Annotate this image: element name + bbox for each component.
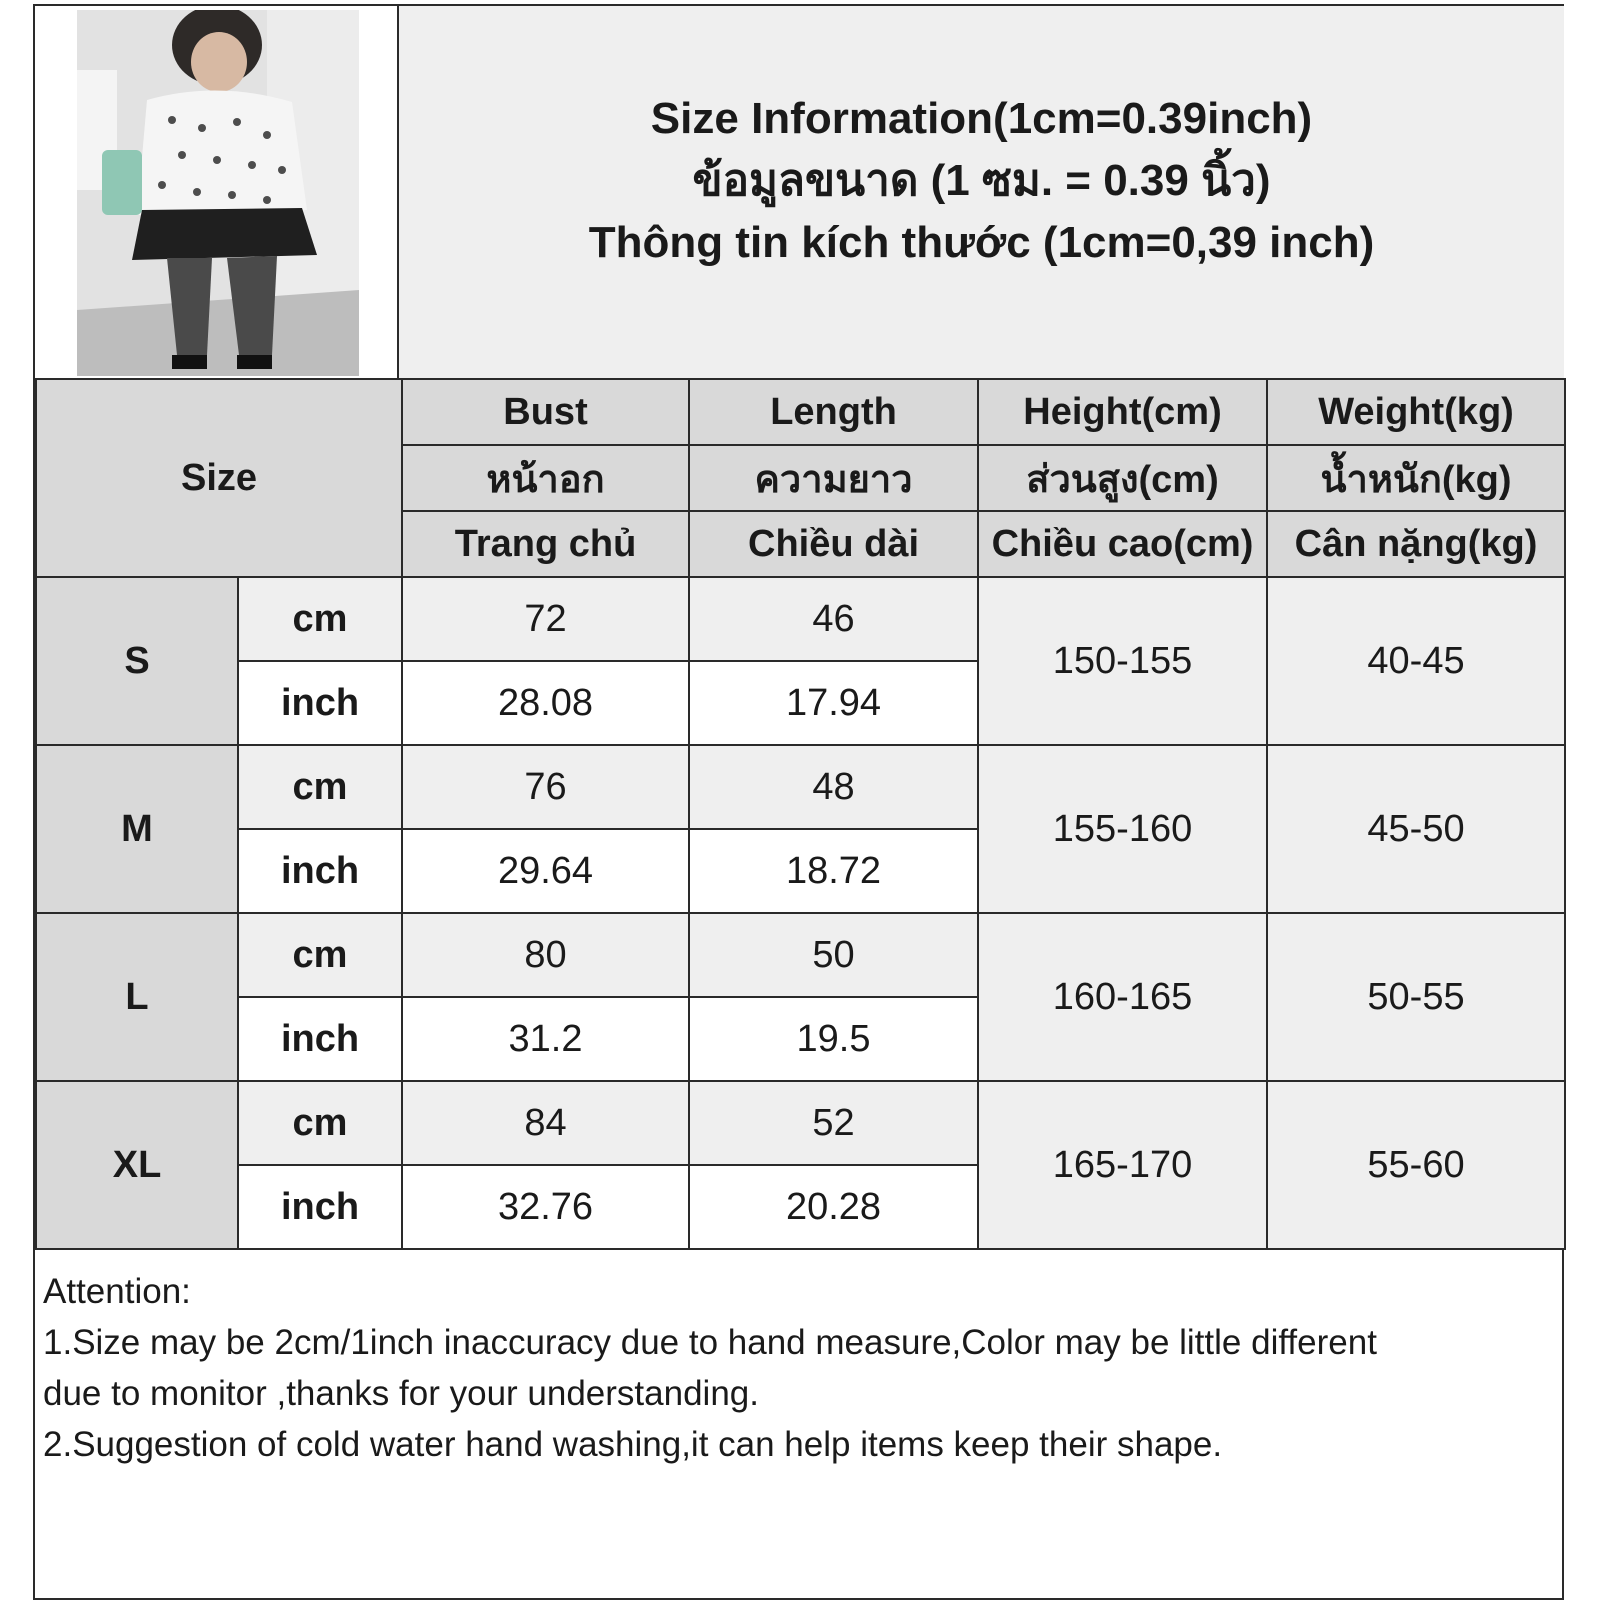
col-bust-th: หน้าอก [402,445,689,511]
size-label: XL [36,1081,238,1249]
height-range: 155-160 [978,745,1267,913]
length-inch: 19.5 [689,997,978,1081]
unit-inch: inch [238,829,402,913]
size-chart [33,4,1564,1600]
col-bust-en: Bust [402,379,689,445]
product-photo [77,10,359,376]
model-illustration [77,10,359,376]
col-weight-vi: Cân nặng(kg) [1267,511,1565,577]
product-photo-cell [35,6,399,378]
weight-range: 50-55 [1267,913,1565,1081]
unit-cm: cm [238,1081,402,1165]
bust-inch: 31.2 [402,997,689,1081]
unit-cm: cm [238,577,402,661]
col-bust-vi: Trang chủ [402,511,689,577]
size-label: L [36,913,238,1081]
size-label: M [36,745,238,913]
length-cm: 48 [689,745,978,829]
weight-range: 45-50 [1267,745,1565,913]
note-2: 2.Suggestion of cold water hand washing,it can help items keep their shape. [43,1425,1223,1464]
attention-notes [35,1262,1564,1598]
size-table [35,378,1566,1250]
height-range: 165-170 [978,1081,1267,1249]
title-vietnamese: Thông tin kích thước (1cm=0,39 inch) [588,218,1375,267]
unit-cm: cm [238,745,402,829]
height-range: 150-155 [978,577,1267,745]
table-row [36,1081,1565,1165]
length-inch: 18.72 [689,829,978,913]
col-weight-th: น้ำหนัก(kg) [1267,445,1565,511]
height-range: 160-165 [978,913,1267,1081]
col-length-en: Length [689,379,978,445]
col-height-th: ส่วนสูง(cm) [978,445,1267,511]
col-height-vi: Chiều cao(cm) [978,511,1267,577]
length-cm: 52 [689,1081,978,1165]
title-english: Size Information(1cm=0.39inch) [650,94,1313,143]
length-inch: 17.94 [689,661,978,745]
note-1-line-a: 1.Size may be 2cm/1inch inaccuracy due to hand measure,Color may be little different [43,1323,1377,1362]
title-thai: ข้อมูลขนาด (1 ซม. = 0.39 นิ้ว) [692,156,1271,205]
length-inch: 20.28 [689,1165,978,1249]
length-cm: 50 [689,913,978,997]
unit-inch: inch [238,661,402,745]
bust-inch: 29.64 [402,829,689,913]
notes-heading: Attention: [43,1272,191,1311]
unit-inch: inch [238,1165,402,1249]
unit-cm: cm [238,913,402,997]
bust-cm: 84 [402,1081,689,1165]
unit-inch: inch [238,997,402,1081]
col-height-en: Height(cm) [978,379,1267,445]
col-weight-en: Weight(kg) [1267,379,1565,445]
size-label: S [36,577,238,745]
col-length-th: ความยาว [689,445,978,511]
bust-inch: 32.76 [402,1165,689,1249]
length-cm: 46 [689,577,978,661]
note-1-line-b: due to monitor ,thanks for your understanding. [43,1374,759,1413]
table-row [36,577,1565,661]
table-row [36,913,1565,997]
bust-cm: 72 [402,577,689,661]
table-row [36,745,1565,829]
weight-range: 40-45 [1267,577,1565,745]
bust-cm: 76 [402,745,689,829]
title-block [399,6,1564,378]
weight-range: 55-60 [1267,1081,1565,1249]
col-length-vi: Chiều dài [689,511,978,577]
bust-inch: 28.08 [402,661,689,745]
bust-cm: 80 [402,913,689,997]
header-row-english [36,379,1565,445]
size-header: Size [36,379,402,577]
